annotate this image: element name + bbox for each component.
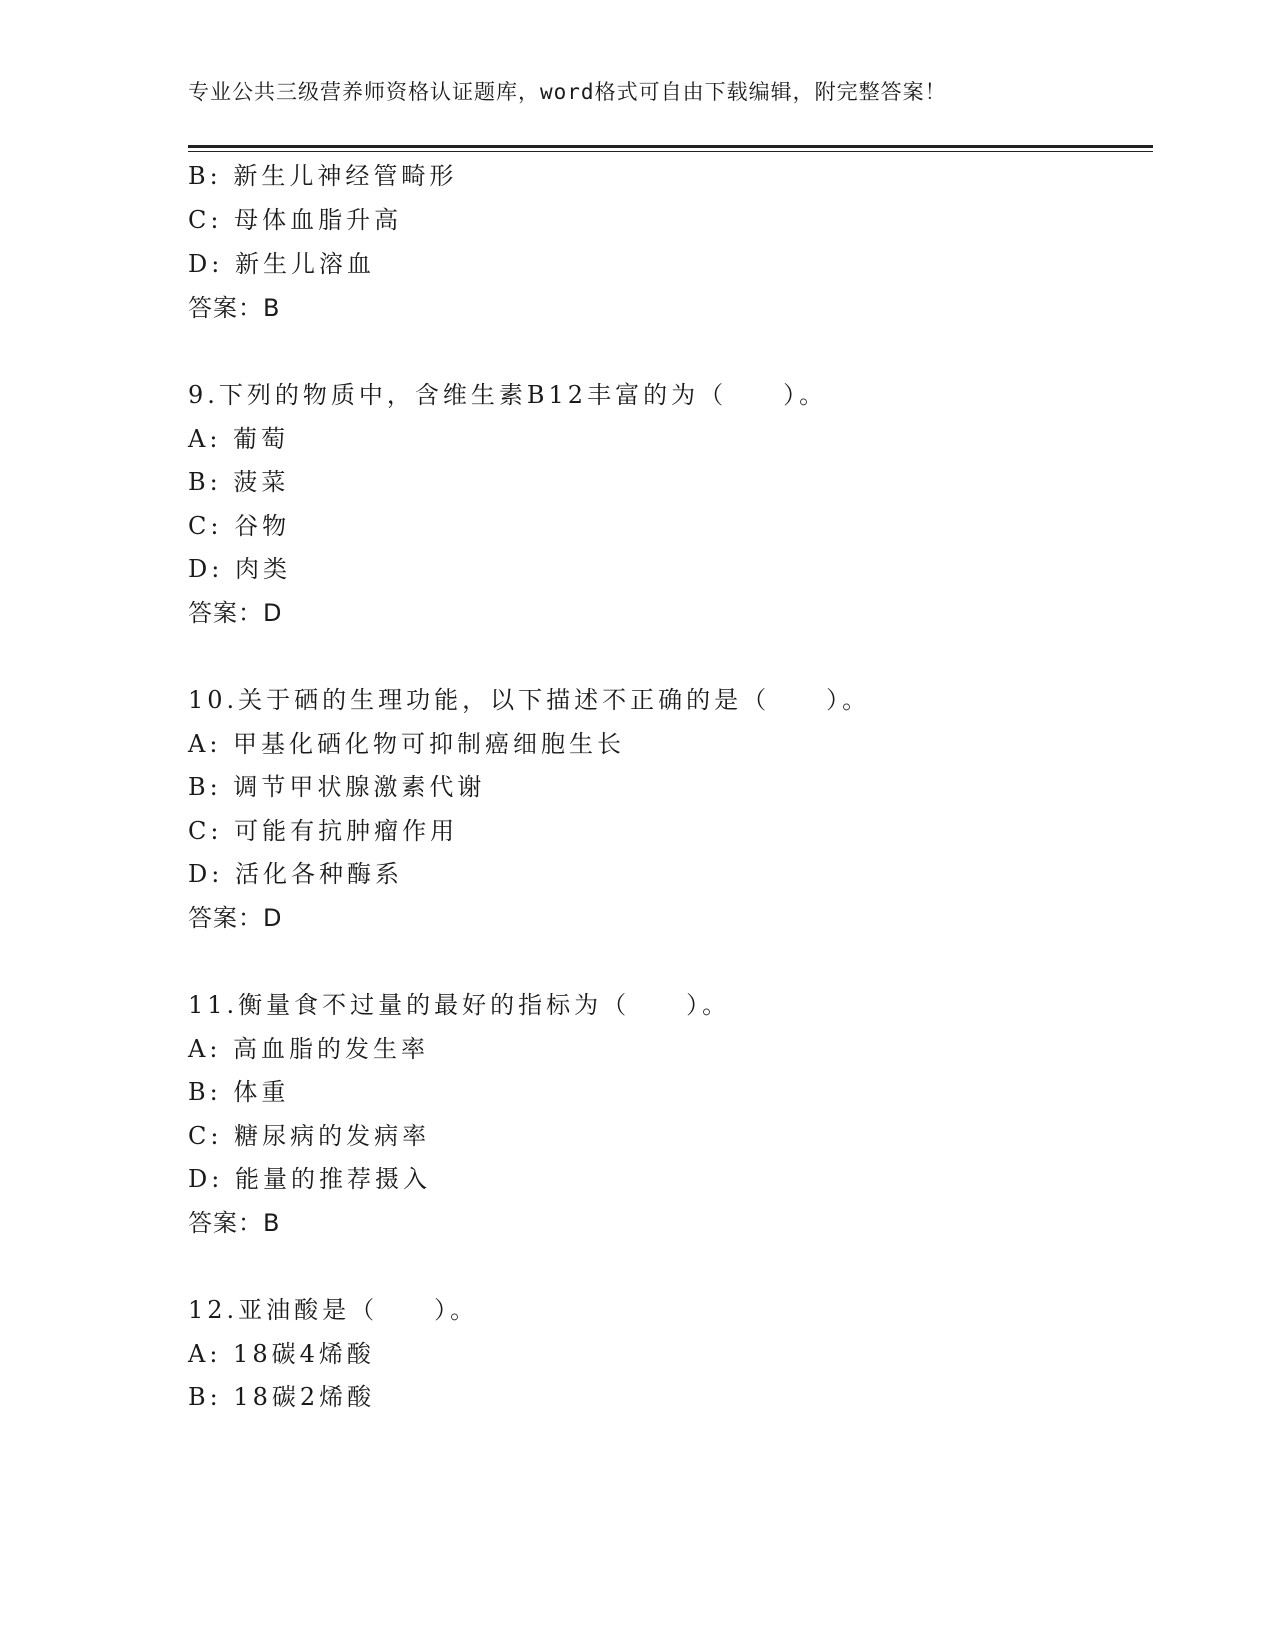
option-b: B: 18碳2烯酸 [188,1383,376,1411]
answer: 答案：B [188,1209,281,1237]
question-stem: 11.衡量食不过量的最好的指标为（ ）。 [188,991,731,1019]
header-divider [188,145,1153,148]
page-header: 专业公共三级营养师资格认证题库，word格式可自由下载编辑，附完整答案！ [188,80,947,104]
answer: 答案：D [188,904,283,932]
option-b: B: 新生儿神经管畸形 [188,162,458,190]
question-stem: 12.亚油酸是（ ）。 [188,1296,479,1324]
option-b: B: 菠菜 [188,468,290,496]
answer: 答案：B [188,294,281,322]
option-d: D: 新生儿溶血 [188,250,375,278]
option-c: C: 糖尿病的发病率 [188,1122,431,1150]
option-a: A: 高血脂的发生率 [188,1035,430,1063]
option-b: B: 体重 [188,1078,290,1106]
option-d: D: 能量的推荐摄入 [188,1165,431,1193]
option-d: D: 活化各种酶系 [188,860,403,888]
header-divider-thin [188,151,1153,152]
option-a: A: 葡萄 [188,425,290,453]
question-stem: 9.下列的物质中，含维生素B12丰富的为（ ）。 [188,381,828,409]
option-d: D: 肉类 [188,555,291,583]
option-b: B: 调节甲状腺激素代谢 [188,773,486,801]
option-a: A: 甲基化硒化物可抑制癌细胞生长 [188,730,626,758]
option-c: C: 谷物 [188,512,291,540]
option-c: C: 可能有抗肿瘤作用 [188,817,459,845]
question-stem: 10.关于硒的生理功能，以下描述不正确的是（ ）。 [188,686,871,714]
option-a: A: 18碳4烯酸 [188,1340,375,1368]
option-c: C: 母体血脂升高 [188,206,403,234]
answer: 答案：D [188,599,283,627]
